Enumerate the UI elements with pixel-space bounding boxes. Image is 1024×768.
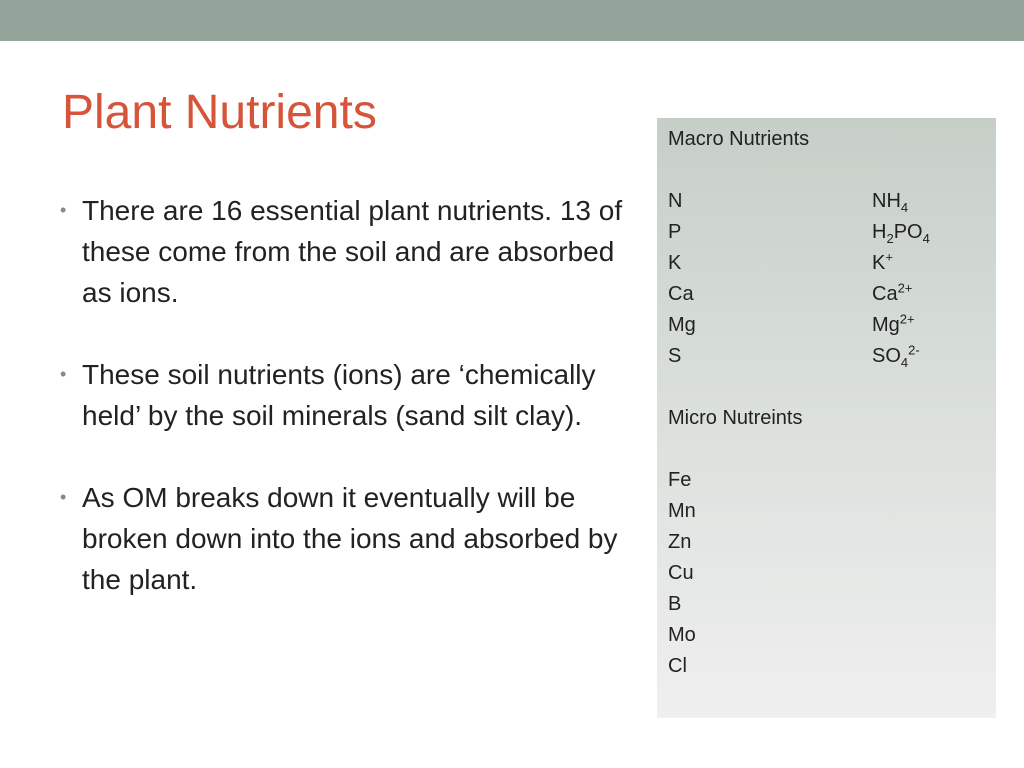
macro-element: Ca	[668, 283, 694, 305]
ion-mid: PO	[893, 221, 923, 243]
micro-row	[668, 465, 996, 496]
macro-element: P	[668, 221, 682, 243]
micro-row	[668, 558, 996, 589]
micro-element: Fe	[668, 469, 692, 491]
ion-base: K	[872, 252, 886, 274]
ion-subscript: 2	[886, 231, 894, 246]
micro-row	[668, 589, 996, 620]
micro-row	[668, 620, 996, 651]
macro-element: N	[668, 190, 683, 212]
micro-row	[668, 651, 996, 682]
macro-ion	[872, 310, 915, 341]
blank-line	[668, 372, 996, 403]
ion-base: NH	[872, 190, 901, 212]
macro-heading	[668, 124, 996, 155]
macro-ion	[872, 248, 893, 279]
micro-row	[668, 496, 996, 527]
bullet-text: These soil nutrients (ions) are ‘chemically held’ by the soil minerals (sand silt clay).	[82, 359, 596, 431]
ion-subscript: 4	[900, 355, 909, 370]
macro-element: Mg	[668, 314, 696, 336]
bullet-text: There are 16 essential plant nutrients. 13 of these come from the soil and are absorbed as ions.	[82, 195, 623, 308]
micro-row	[668, 527, 996, 558]
macro-ion	[872, 279, 912, 310]
micro-heading	[668, 403, 996, 434]
ion-base: H	[872, 221, 887, 243]
ion-subscript: 4	[900, 200, 909, 215]
macro-row	[668, 186, 996, 217]
bullet-list	[58, 190, 638, 600]
micro-element: Cu	[668, 562, 694, 584]
bullet-item	[58, 190, 638, 313]
macro-ion	[872, 217, 930, 248]
macro-row	[668, 279, 996, 310]
bullet-dot-icon: •	[60, 200, 67, 220]
macro-row	[668, 248, 996, 279]
macro-element: K	[668, 252, 682, 274]
macro-row	[668, 310, 996, 341]
macro-heading-text: Macro Nutrients	[668, 128, 810, 150]
bullet-text: As OM breaks down it eventually will be broken down into the ions and absorbed by the plant.	[82, 482, 618, 595]
nutrient-box	[657, 118, 996, 718]
ion-charge: 2+	[899, 311, 915, 327]
blank-line	[668, 434, 996, 465]
ion-base: Mg	[872, 314, 900, 336]
micro-element: Mn	[668, 500, 696, 522]
micro-element: Mo	[668, 624, 696, 646]
bullet-item	[58, 354, 638, 436]
ion-charge: 2-	[908, 342, 920, 358]
ion-base: Ca	[872, 283, 898, 305]
ion-charge: +	[885, 249, 893, 265]
macro-row	[668, 341, 996, 372]
bullet-dot-icon: •	[60, 487, 67, 507]
micro-element: Cl	[668, 655, 687, 677]
bullet-dot-icon: •	[60, 364, 67, 384]
micro-element: Zn	[668, 531, 692, 553]
blank-line	[668, 155, 996, 186]
slide-title: Plant Nutrients	[62, 86, 377, 139]
macro-element: S	[668, 345, 682, 367]
ion-charge: 2+	[897, 280, 913, 296]
top-decor-band	[0, 0, 1024, 41]
macro-ion	[872, 341, 920, 372]
ion-subscript-2: 4	[922, 231, 930, 246]
micro-element: B	[668, 593, 682, 615]
micro-heading-text: Micro Nutreints	[668, 407, 803, 429]
macro-ion	[872, 186, 908, 217]
ion-base: SO	[872, 345, 901, 367]
bullet-item	[58, 477, 638, 600]
macro-row	[668, 217, 996, 248]
